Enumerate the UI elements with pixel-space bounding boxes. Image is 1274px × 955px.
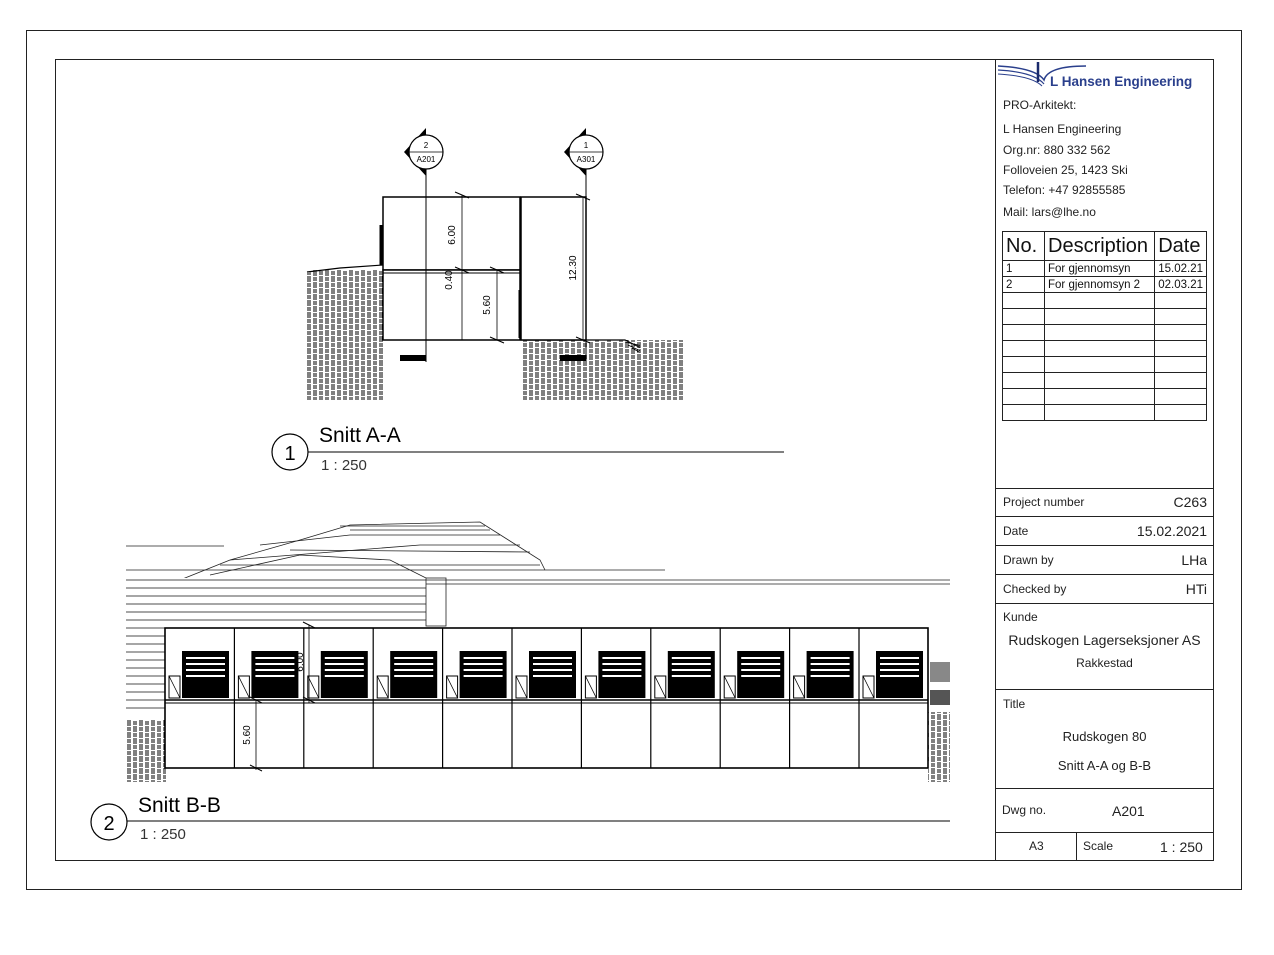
dim-upper-label: 6.00 bbox=[447, 225, 458, 245]
drawn-by-label: Drawn by bbox=[1003, 553, 1054, 567]
door-panel-line bbox=[880, 675, 919, 677]
tb-divider bbox=[995, 603, 1214, 604]
architect-orgnr: Org.nr: 880 332 562 bbox=[1003, 143, 1111, 157]
door-panel-line bbox=[464, 657, 503, 659]
rev-header-date: Date bbox=[1155, 232, 1207, 261]
soil-hatch-b-right bbox=[928, 712, 950, 782]
rev-header-description: Description bbox=[1045, 232, 1155, 261]
architect-mail[interactable]: Mail: lars@lhe.no bbox=[1003, 205, 1096, 219]
door-panel-line bbox=[533, 657, 572, 659]
door-panel-line bbox=[394, 669, 433, 671]
door-panel-line bbox=[880, 663, 919, 665]
door-panel-line bbox=[325, 669, 364, 671]
section-b-drawing bbox=[126, 522, 950, 782]
door-panel-line bbox=[255, 669, 294, 671]
revision-row bbox=[1003, 261, 1207, 277]
checked-by-value: HTi bbox=[1185, 581, 1207, 597]
date-value: 15.02.2021 bbox=[1136, 523, 1207, 539]
tb-divider bbox=[995, 574, 1214, 575]
door-panel-line bbox=[880, 669, 919, 671]
architect-heading: PRO-Arkitekt: bbox=[1003, 98, 1077, 112]
door-panel-line bbox=[533, 675, 572, 677]
door-panel-line bbox=[672, 663, 711, 665]
door-panel-line bbox=[255, 663, 294, 665]
hill-hatch-left bbox=[126, 578, 426, 630]
kunde-location: Rakkestad bbox=[1076, 656, 1133, 670]
dwg-number: A201 bbox=[1112, 803, 1145, 819]
door-panel-line bbox=[186, 675, 225, 677]
project-number-label: Project number bbox=[1003, 495, 1085, 509]
view-title-b bbox=[91, 794, 950, 843]
revision-row-empty bbox=[1003, 389, 1207, 405]
door-panel-line bbox=[811, 669, 850, 671]
tb-divider bbox=[995, 545, 1214, 546]
door-panel-line bbox=[672, 657, 711, 659]
revision-row-empty bbox=[1003, 405, 1207, 421]
rev-header-no: No. bbox=[1003, 232, 1045, 261]
dwg-label: Dwg no. bbox=[1002, 803, 1047, 817]
revision-row-empty bbox=[1003, 341, 1207, 357]
door-panel-line bbox=[394, 675, 433, 677]
door-panel-line bbox=[602, 669, 641, 671]
tb-divider bbox=[995, 832, 1214, 833]
checked-by-label: Checked by bbox=[1003, 582, 1067, 596]
revision-row bbox=[1003, 277, 1207, 293]
soil-hatch-left bbox=[307, 270, 383, 400]
date-label: Date bbox=[1003, 524, 1029, 538]
view-a-scale: 1 : 250 bbox=[321, 457, 367, 474]
door-panel-line bbox=[811, 663, 850, 665]
tb-divider bbox=[995, 788, 1214, 789]
kunde-name: Rudskogen Lagerseksjoner AS bbox=[1008, 632, 1201, 648]
section-marker-2[interactable] bbox=[404, 128, 443, 176]
door-panel-line bbox=[255, 657, 294, 659]
door-panel-line bbox=[741, 669, 780, 671]
revision-row-empty bbox=[1003, 309, 1207, 325]
soil-hatch-slope bbox=[640, 345, 683, 400]
door-panel-line bbox=[741, 675, 780, 677]
dim-lower-label: 5.60 bbox=[482, 295, 493, 315]
adjacent-dark-block bbox=[930, 690, 950, 705]
view-title-a bbox=[272, 424, 784, 474]
rev-no: 2 bbox=[1003, 277, 1045, 293]
architect-address: Folloveien 25, 1423 Ski bbox=[1003, 163, 1128, 177]
company-logo bbox=[996, 60, 1214, 90]
dim-b-lower-label: 5.60 bbox=[242, 725, 253, 745]
door-panel-line bbox=[394, 663, 433, 665]
scale-value: 1 : 250 bbox=[1160, 839, 1203, 855]
view-b-title: Snitt B-B bbox=[138, 794, 221, 817]
door-panel-line bbox=[602, 663, 641, 665]
dim-total-label: 12.30 bbox=[568, 255, 579, 281]
marker-1-number: 1 bbox=[583, 141, 589, 150]
door-panel-line bbox=[741, 663, 780, 665]
rev-description: For gjennomsyn 2 bbox=[1045, 277, 1155, 293]
architect-phone: Telefon: +47 92855585 bbox=[1003, 183, 1126, 197]
revision-row-empty bbox=[1003, 293, 1207, 309]
marker-2-sheet: A201 bbox=[416, 155, 436, 164]
door-panel-line bbox=[464, 675, 503, 677]
door-panel-line bbox=[325, 663, 364, 665]
kunde-label: Kunde bbox=[1003, 610, 1038, 624]
footing-right bbox=[560, 355, 586, 361]
door-panel-line bbox=[325, 657, 364, 659]
revision-table bbox=[1002, 231, 1207, 421]
dim-slab-label: 0.40 bbox=[444, 270, 455, 290]
logo-text: L Hansen Engineering bbox=[1050, 74, 1193, 89]
title-line2: Snitt A-A og B-B bbox=[1057, 758, 1152, 773]
tb-divider bbox=[995, 488, 1214, 489]
door-panel-line bbox=[255, 675, 294, 677]
rev-no: 1 bbox=[1003, 261, 1045, 277]
door-panel-line bbox=[741, 657, 780, 659]
title-line1: Rudskogen 80 bbox=[1062, 729, 1147, 744]
rear-block bbox=[426, 578, 446, 626]
door-panel-line bbox=[811, 657, 850, 659]
door-panel-line bbox=[533, 663, 572, 665]
tb-divider bbox=[995, 689, 1214, 690]
dim-b-upper-label: 6.00 bbox=[295, 652, 306, 672]
door-panel-line bbox=[672, 669, 711, 671]
view-a-number: 1 bbox=[284, 443, 296, 465]
view-a-title: Snitt A-A bbox=[319, 424, 401, 447]
marker-1-sheet: A301 bbox=[576, 155, 596, 164]
door-panel-line bbox=[533, 669, 572, 671]
paper-size: A3 bbox=[1029, 839, 1044, 853]
drawn-by-value: LHa bbox=[1181, 552, 1207, 568]
door-panel-line bbox=[464, 669, 503, 671]
view-b-number: 2 bbox=[103, 813, 115, 835]
rev-date: 02.03.21 bbox=[1155, 277, 1207, 293]
section-a-drawing bbox=[307, 165, 683, 400]
tb-vertical-divider bbox=[1076, 832, 1077, 861]
view-b-scale: 1 : 250 bbox=[140, 826, 186, 843]
rev-date: 15.02.21 bbox=[1155, 261, 1207, 277]
door-panel-line bbox=[186, 657, 225, 659]
door-panel-line bbox=[186, 663, 225, 665]
door-panel-line bbox=[186, 669, 225, 671]
marker-2-number: 2 bbox=[423, 141, 429, 150]
footing-left bbox=[400, 355, 426, 361]
terrain-background bbox=[126, 522, 665, 580]
door-panel-line bbox=[880, 657, 919, 659]
adjacent-gray-block bbox=[930, 662, 950, 682]
door-panel-line bbox=[811, 675, 850, 677]
revision-row-empty bbox=[1003, 357, 1207, 373]
door-panel-line bbox=[325, 675, 364, 677]
title-label: Title bbox=[1003, 697, 1026, 711]
door-panel-line bbox=[672, 675, 711, 677]
scale-label: Scale bbox=[1083, 839, 1114, 853]
door-panel-line bbox=[394, 657, 433, 659]
project-number: C263 bbox=[1173, 494, 1207, 510]
revision-row-empty bbox=[1003, 325, 1207, 341]
door-panel-line bbox=[464, 663, 503, 665]
soil-hatch-b-left bbox=[126, 720, 166, 782]
tb-divider bbox=[995, 516, 1214, 517]
hill-hatch-far-left bbox=[126, 630, 166, 710]
door-panel-line bbox=[602, 675, 641, 677]
architect-company: L Hansen Engineering bbox=[1003, 122, 1122, 136]
rev-description: For gjennomsyn bbox=[1045, 261, 1155, 277]
revision-row-empty bbox=[1003, 373, 1207, 389]
door-panel-line bbox=[602, 657, 641, 659]
section-marker-1[interactable] bbox=[564, 128, 603, 176]
